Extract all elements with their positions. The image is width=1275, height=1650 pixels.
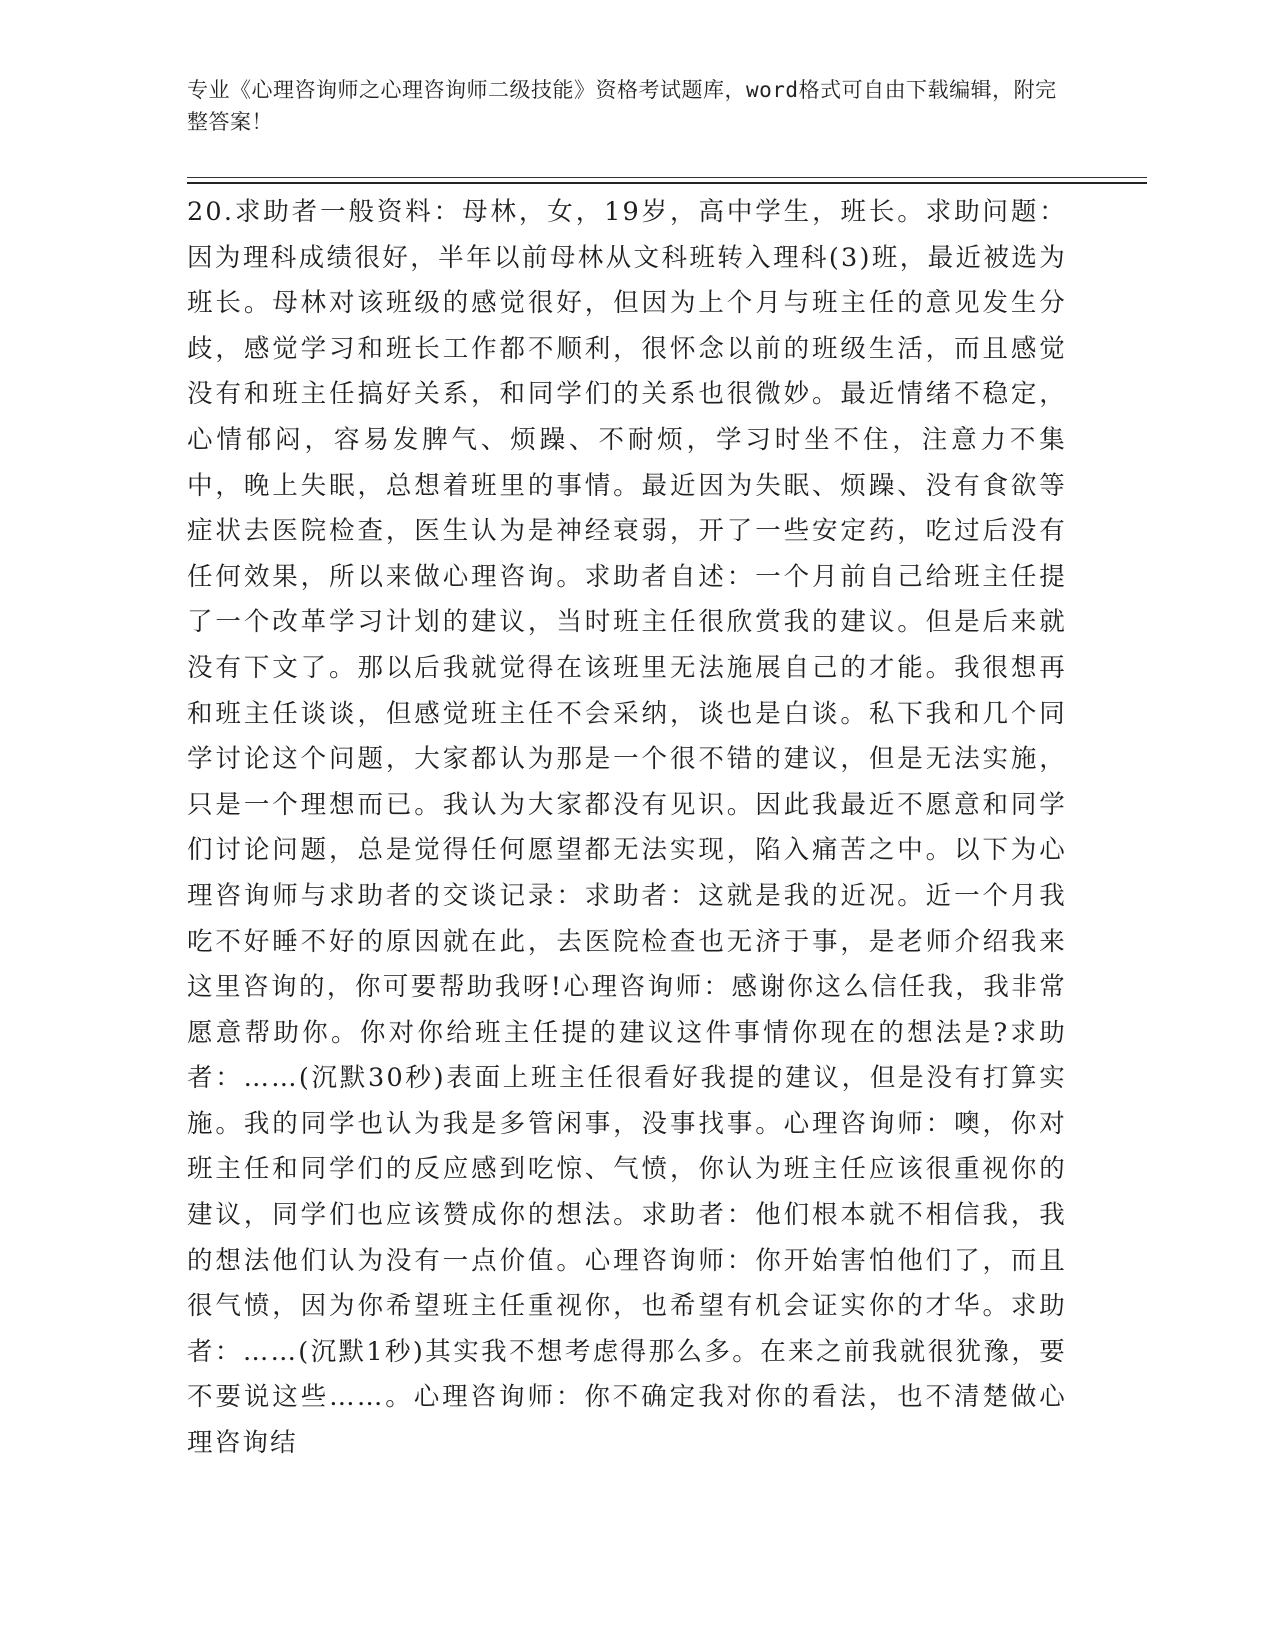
header-divider-thick [187, 182, 1147, 184]
page-header: 专业《心理咨询师之心理咨询师二级技能》资格考试题库，word格式可自由下载编辑，附完整答案！ [187, 78, 1057, 134]
header-divider-thin [187, 177, 1147, 178]
question-text: 20.求助者一般资料：母林，女，19岁，高中学生，班长。求助问题：因为理科成绩很好，半年以前母林从文科班转入理科(3)班，最近被选为班长。母林对该班级的感觉很好，但因为上个月与班主任的意见发生分歧，感觉学习和班长工作都不顺利，很怀念以前的班级生活，而且感觉没有和班主任搞好关系，和同学们的关系也很微妙。最近情绪不稳定，心情郁闷，容易发脾气、烦躁、不耐烦，学习时坐不住，注意力不集中，晚上失眠，总想着班里的事情。最近因为失眠、烦躁、没有食欲等症状去医院检查，医生认为是神经衰弱，开了一些安定药，吃过后没有任何效果，所以来做心理咨询。求助者自述：一个月前自己给班主任提了一个改革学习计划的建议，当时班主任很欣赏我的建议。但是后来就没有下文了。那以后我就觉得在该班里无法施展自己的才能。我很想再和班主任谈谈，但感觉班主任不会采纳，谈也是白谈。私下我和几个同学讨论这个问题，大家都认为那是一个很不错的建议，但是无法实施，只是一个理想而已。我认为大家都没有见识。因此我最近不愿意和同学们讨论问题，总是觉得任何愿望都无法实现，陷入痛苦之中。以下为心理咨询师与求助者的交谈记录：求助者：这就是我的近况。近一个月我吃不好睡不好的原因就在此，去医院检查也无济于事，是老师介绍我来这里咨询的，你可要帮助我呀!心理咨询师：感谢你这么信任我，我非常愿意帮助你。你对你给班主任提的建议这件事情你现在的想法是?求助者：……(沉默30秒)表面上班主任很看好我提的建议，但是没有打算实施。我的同学也认为我是多管闲事，没事找事。心理咨询师：噢，你对班主任和同学们的反应感到吃惊、气愤，你认为班主任应该很重视你的建议，同学们也应该赞成你的想法。求助者：他们根本就不相信我，我的想法他们认为没有一点价值。心理咨询师：你开始害怕他们了，而且很气愤，因为你希望班主任重视你，也希望有机会证实你的才华。求助者：……(沉默1秒)其实我不想考虑得那么多。在来之前我就很犹豫，要不要说这些……。心理咨询师：你不确定我对你的看法，也不清楚做心理咨询结 [187, 197, 1067, 1459]
